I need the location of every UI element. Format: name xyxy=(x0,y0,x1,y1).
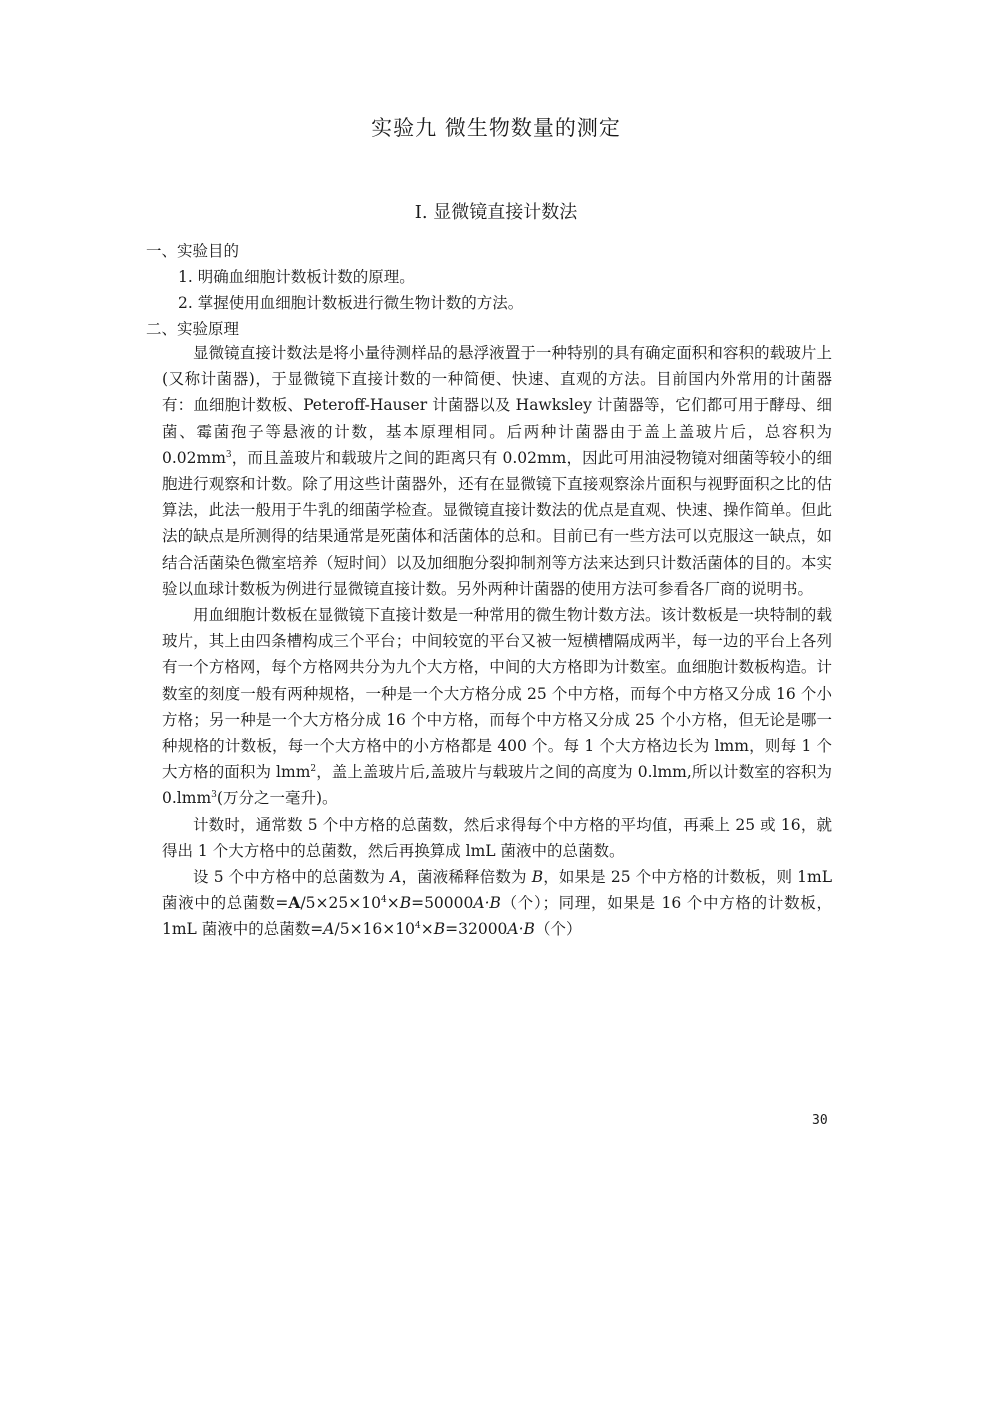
p4-sup-1: 4 xyxy=(380,895,387,906)
p2-text-c: (万分之一毫升)。 xyxy=(216,789,338,808)
p4-text-a: 设 5 个中方格中的总菌数为 xyxy=(193,868,391,887)
p4-text-g: （个）；同理，如果是 16 个中方格的计数板，1mL 菌液中的总菌数= xyxy=(162,894,832,939)
page-number: 30 xyxy=(812,1113,828,1128)
section-heading-purpose: 一、实验目的 xyxy=(146,242,240,260)
p4-text-f: =50000 xyxy=(411,894,474,913)
p2-text-a: 用血细胞计数板在显微镜下直接计数是一种常用的微生物计数方法。该计数板是一块特制的载玻片，其上由四条槽构成三个平台；中间较宽的平台又被一短横槽隔成两半，每一边的平台上各列有一个方格网，每个方格网共分为九个大方格，中间的大方格即为计数室。血细胞计数板构造。计数室的刻度一般有两种规格，一种是一个大方格分成 25 个中方格，而每个中方格又分成 16 个小方格；另一种是一个大方格分成 16 个中方格，而每个中方格又分成 25 个小方格，但无论是哪一种规格的计数板，每一个大方格中的小方格都是 400 个。每 1 个大方格边长为 lmm，则每 1 个大方格的面积为 lmm xyxy=(162,606,832,782)
p1-sup: 3 xyxy=(225,449,232,460)
section-heading-principle: 二、实验原理 xyxy=(146,320,240,338)
p4-text-e: × xyxy=(386,894,400,913)
p4-text-d: /5×25×10 xyxy=(300,894,381,913)
page-title: 实验九 微生物数量的测定 xyxy=(371,116,621,140)
p4-text-b: ，菌液稀释倍数为 xyxy=(401,868,532,887)
symbol-b-2: B xyxy=(399,894,412,913)
paragraph-4 xyxy=(162,864,832,943)
p2-sup-area: 2 xyxy=(310,764,317,775)
p4-sup-2: 4 xyxy=(415,921,421,932)
p1-text-a: 显微镜直接计数法是将小量待测样品的悬浮液置于一种特别的具有确定面积和容积的载玻片上(又称计菌器)，于显微镜下直接计数的一种简便、快速、直观的方法。目前国内外常用的计菌器有：血细胞计数板、Peteroff-Hauser 计菌器以及 Hawksley 计菌器等，它们都可用于酵母、细菌、霉菌孢子等悬液的计数，基本原理相同。后两种计菌器由于盖上盖玻片后，总容积为 0.02mm xyxy=(162,344,832,467)
symbol-a-2: A xyxy=(323,920,335,939)
paragraph-3: 计数时，通常数 5 个中方格的总菌数，然后求得每个中方格的平均值，再乘上 25 或 16，就得出 1 个大方格中的总菌数，然后再换算成 lmL 菌液中的总菌数。 xyxy=(162,815,832,860)
principle-body xyxy=(162,340,832,943)
paragraph-2 xyxy=(162,602,832,812)
purpose-item-1: 1. 明确血细胞计数板计数的原理。 xyxy=(178,268,415,286)
symbol-b-3: B xyxy=(433,920,446,939)
p2-text-b: ，盖上盖玻片后,盖玻片与载玻片之间的高度为 0.lmm,所以计数室的容积为 0.lmm xyxy=(162,763,832,808)
symbol-ab-2: A·B xyxy=(507,920,535,939)
p4-text-k: （个） xyxy=(534,920,582,939)
purpose-item-2: 2. 掌握使用血细胞计数板进行微生物计数的方法。 xyxy=(178,294,524,312)
paragraph-1 xyxy=(162,340,832,602)
symbol-a: A xyxy=(390,868,402,887)
symbol-b: B xyxy=(531,868,544,887)
p4-text-i: × xyxy=(420,920,434,939)
symbol-a-bold: A xyxy=(288,893,301,913)
p4-text-j: =32000 xyxy=(445,920,508,939)
symbol-ab: A·B xyxy=(473,894,501,913)
p4-text-c: ，如果是 25 个中方格的计数板，则 1mL 菌液中的总菌数= xyxy=(162,868,833,913)
p4-text-h: /5×16×10 xyxy=(334,920,415,939)
section-subtitle: Ⅰ. 显微镜直接计数法 xyxy=(414,202,578,223)
p1-text-b: ，而且盖玻片和载玻片之间的距离只有 0.02mm，因此可用油浸物镜对细菌等较小的细胞进行观察和计数。除了用这些计菌器外，还有在显微镜下直接观察涂片面积与视野面积之比的估算法，此法一般用于牛乳的细菌学检查。显微镜直接计数法的优点是直观、快速、操作简单。但此法的缺点是所测得的结果通常是死菌体和活菌体的总和。目前已有一些方法可以克服这一缺点，如结合活菌染色微室培养（短时间）以及加细胞分裂抑制剂等方法来达到只计数活菌体的目的。本实验以血球计数板为例进行显微镜直接计数。另外两种计菌器的使用方法可参看各厂商的说明书。 xyxy=(162,448,832,598)
p2-sup-volume: 3 xyxy=(211,790,217,801)
